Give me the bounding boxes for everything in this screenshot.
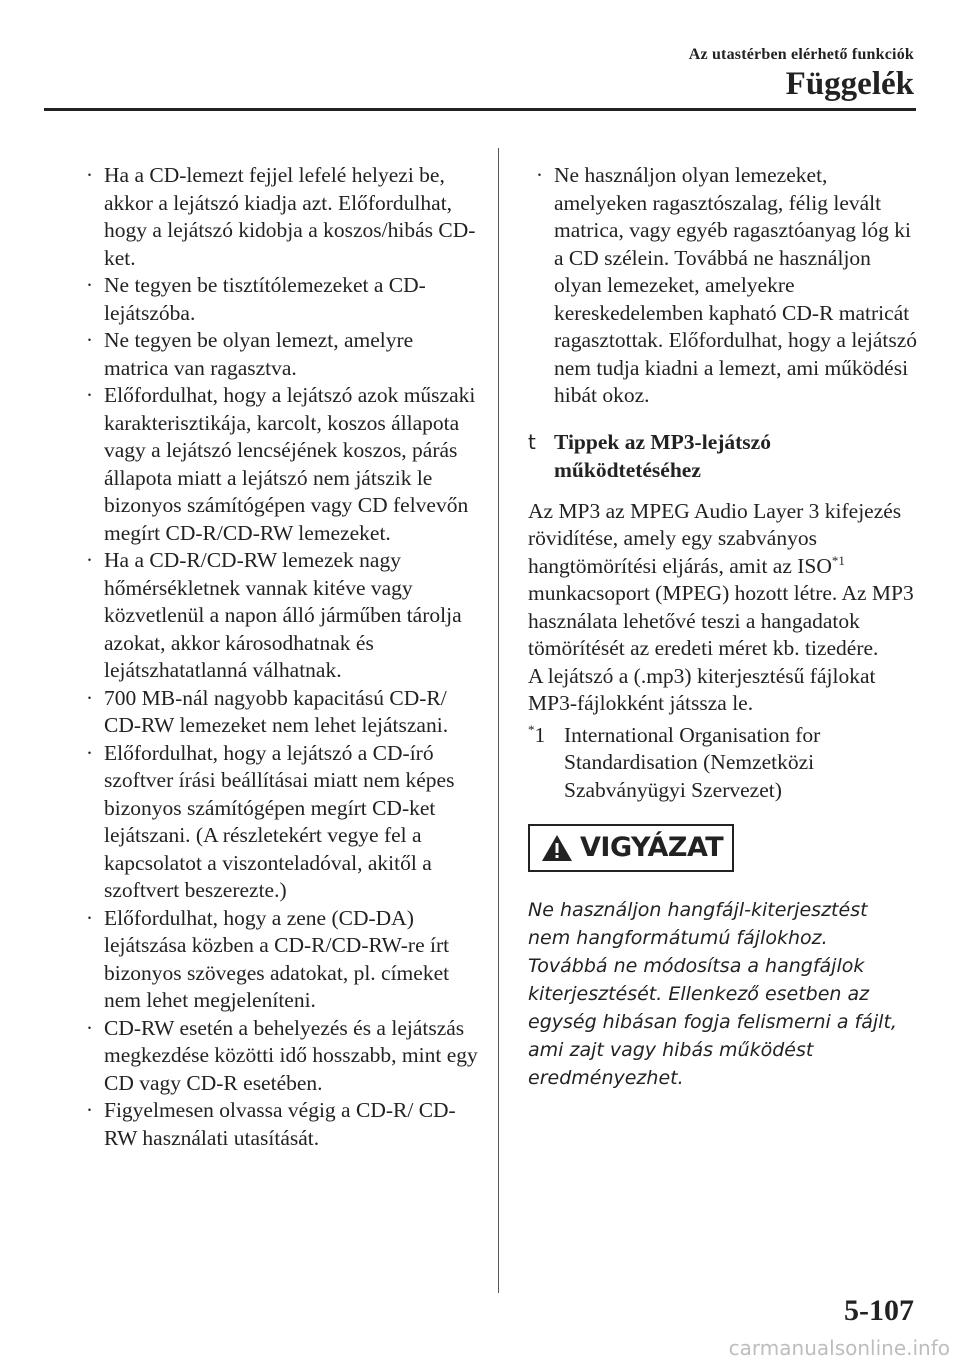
bullet-marker: · xyxy=(86,328,93,352)
bullet-marker: · xyxy=(86,273,93,297)
header-divider xyxy=(44,108,916,111)
right-column xyxy=(528,162,918,1092)
list-item: · Figyelmesen olvassa végig a CD-R/ CD-RW használati utasítását. xyxy=(86,1098,456,1150)
footnote-mark: *1 xyxy=(528,721,546,747)
bullet-marker: · xyxy=(86,163,93,187)
footnote: *1 International Organisation for Standardisation (Nemzetközi Szabványügyi Szervezet) xyxy=(528,721,821,802)
list-item: · Ne tegyen be olyan lemezt, amelyre matrica van ragasztva. xyxy=(86,328,414,380)
list-item: · Előfordulhat, hogy a lejátszó a CD-író szoftver írási beállításai miatt nem képes bizonyos számítógépen megírt CD-ket lejátszani. (A részletekért vegye fel a kapcsolatot a viszonteladóval, akitől a szoftvert beszerezte.) xyxy=(86,740,455,902)
bullet-marker: · xyxy=(86,740,93,765)
page-number: 5-107 xyxy=(844,1294,914,1327)
list-item: · Ne használjon olyan lemezeket, amelyeken ragasztószalag, félig levált matrica, vagy egyéb ragasztóanyag lóg ki a CD szélein. Továbbá ne használjon olyan lemezeket, amelyekre kereskedelemben kapható CD-R matricát ragasztottak. Előfordulhat, hogy a lejátszó nem tudja kiadni a lemezt, ami működési hibát okoz. xyxy=(536,163,917,407)
caution-text: Ne használjon hangfájl-kiterjesztést nem hangformátumú fájlokhoz. Továbbá ne módosítsa a hangfájlok kiterjesztését. Ellenkező esetben az egység hibásan fogja felismerni a fájlt, ami zajt vagy hibás működést eredményezhet. xyxy=(528,899,897,1089)
footnote-ref: *1 xyxy=(831,552,845,568)
bullet-marker: · xyxy=(86,905,93,930)
left-bullet-list xyxy=(78,162,478,1152)
bullet-marker: · xyxy=(86,1015,93,1040)
list-item: · Ne tegyen be tisztítólemezeket a CD-lejátszóba. xyxy=(86,273,426,325)
right-bullet-list xyxy=(528,162,918,410)
left-column xyxy=(78,162,478,1152)
caution-label: VIGYÁZAT xyxy=(580,832,724,864)
mp3-playback-note: A lejátszó a (.mp3) kiterjesztésű fájlokat MP3-fájlokként játssza le. xyxy=(528,663,876,715)
section-header: Az utastérben elérhető funkciók xyxy=(688,46,914,63)
list-item: · Ha a CD-R/CD-RW lemezek nagy hőmérsékletnek vannak kitéve vagy közvetlenül a napon álló járműben tárolja azokat, akkor károsodhatnak és lejátszhatatlanná válhatnak. xyxy=(86,548,462,682)
bullet-marker: · xyxy=(86,383,93,407)
mp3-description: Az MP3 az MPEG Audio Layer 3 kifejezés rövidítése, amely egy szabványos hangtömörítési eljárás, amit az ISO$^{*1}$ munkacsoport (MPEG) hozott létre. Az MP3 használata lehetővé teszi a hangadatok tömörítését az eredeti méret kb. tizedére. xyxy=(528,498,914,660)
watermark: carmanualsonline.info xyxy=(728,1336,950,1360)
bullet-marker: · xyxy=(86,548,93,572)
bullet-marker: · xyxy=(86,1098,93,1122)
list-item: · CD-RW esetén a behelyezés és a lejátszás megkezdése közötti idő hosszabb, mint egy CD vagy CD-R esetében. xyxy=(86,1015,478,1095)
list-item: · Előfordulhat, hogy a lejátszó azok műszaki karakterisztikája, karcolt, koszos állapota vagy a lejátszó lencséjének koszos, párás állapota miatt a lejátszó nem játszik le bizonyos számítógépen vagy CD felvevőn megírt CD-R/CD-RW lemezeket. xyxy=(86,383,476,545)
bullet-marker: · xyxy=(536,163,543,187)
list-item: · 700 MB-nál nagyobb kapacitású CD-R/ CD-RW lemezeket nem lehet lejátszani. xyxy=(86,685,449,737)
bullet-marker: · xyxy=(86,685,93,710)
subheading-marker: t xyxy=(528,429,536,454)
list-item: · Előfordulhat, hogy a zene (CD-DA) lejátszása közben a CD-R/CD-RW-re írt bizonyos szöveges adatokat, pl. címeket nem lehet megjeleníteni. xyxy=(86,905,450,1012)
caution-box xyxy=(528,824,734,872)
section-subheading: t Tippek az MP3-lejátszó működtetéséhez xyxy=(528,429,771,482)
warning-triangle-icon xyxy=(540,833,574,863)
list-item: · Ha a CD-lemezt fejjel lefelé helyezi be, akkor a lejátszó kiadja azt. Előfordulhat, hogy a lejátszó kidobja a koszos/hibás CD-ket. xyxy=(86,163,476,270)
page-title: Függelék xyxy=(785,66,914,102)
column-divider xyxy=(498,148,499,1293)
